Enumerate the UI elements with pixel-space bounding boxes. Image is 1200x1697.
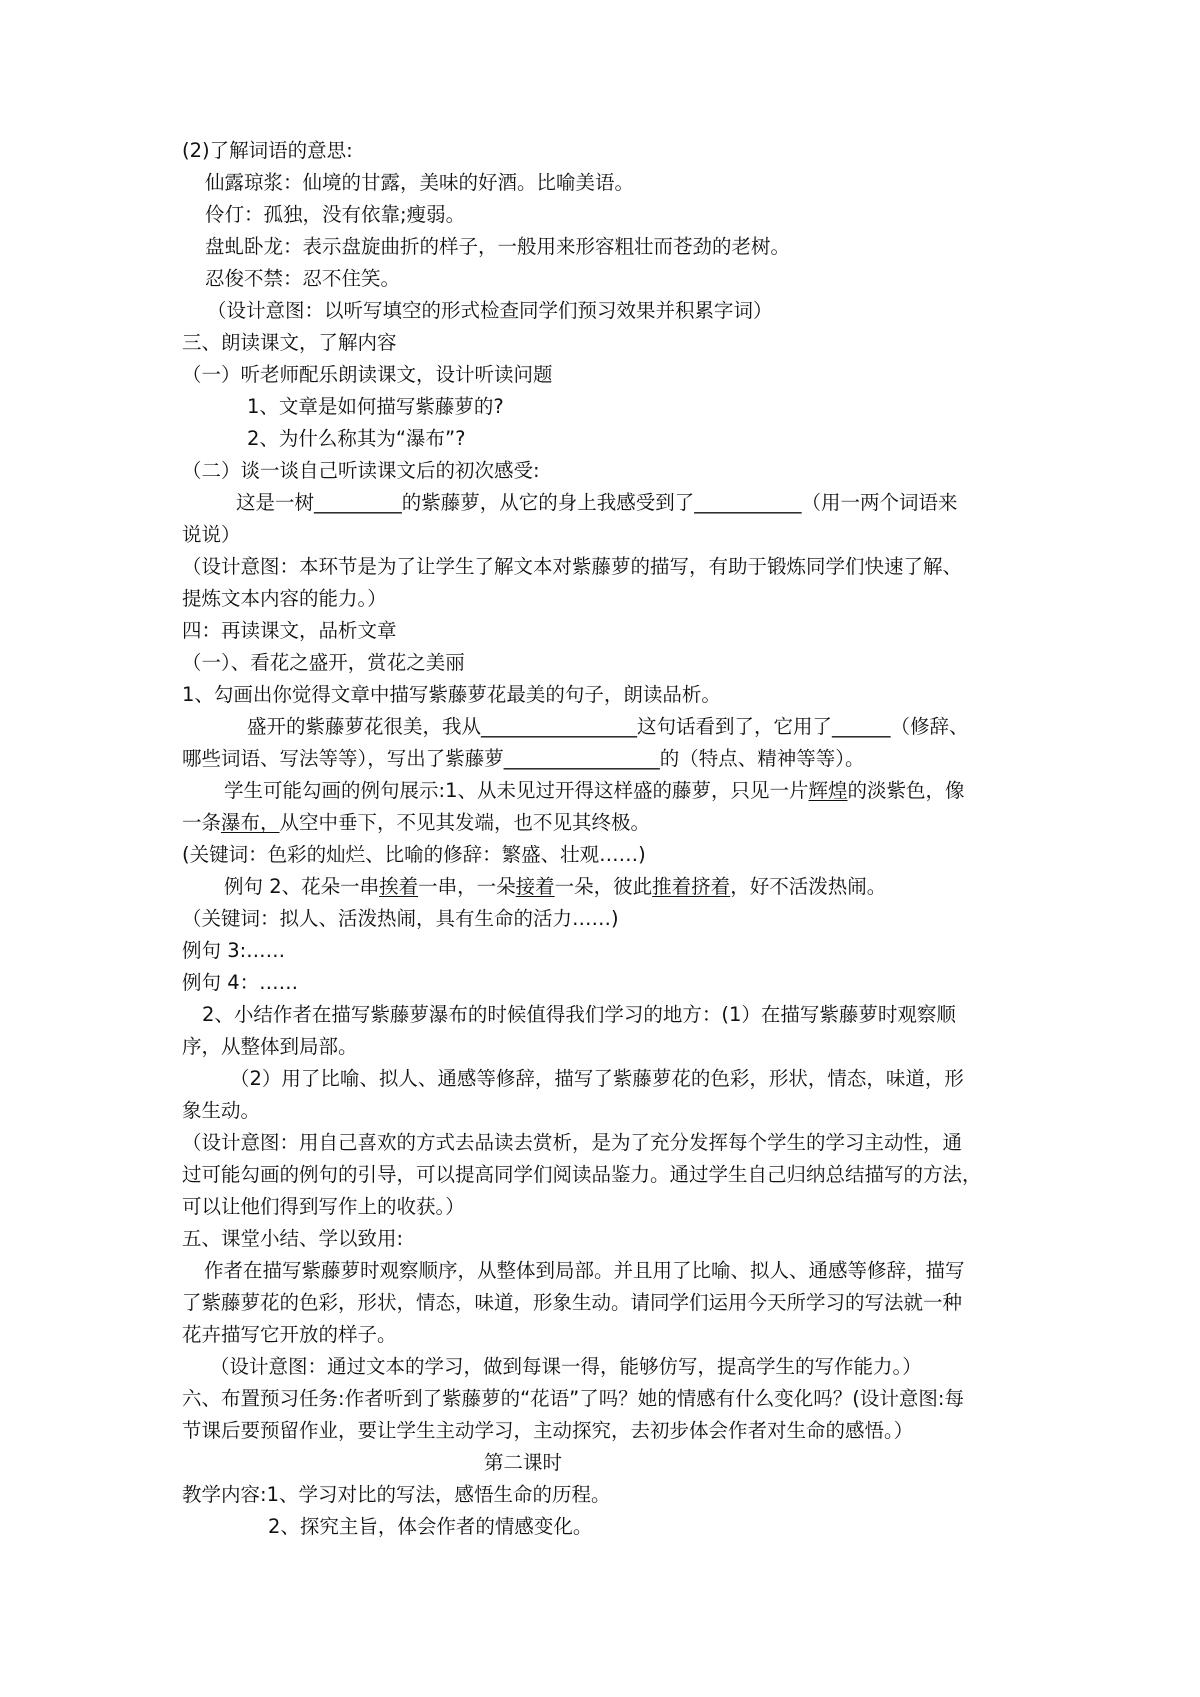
text-span: ，好不活泼热闹。 [730, 875, 887, 898]
section-heading: 五、课堂小结、学以致用: [182, 1227, 404, 1250]
doc-line: 节课后要预留作业，要让学生主动学习，主动探究，去初步体会作者对生命的感悟。） [182, 1419, 914, 1442]
doc-line: （一）、看花之盛开，赏花之美丽 [182, 651, 465, 674]
doc-line: 教学内容:1、学习对比的写法，感悟生命的历程。 [182, 1483, 611, 1506]
underlined-text: 挨着 [379, 875, 419, 898]
doc-line: （二）谈一谈自己听读课文后的初次感受: [182, 459, 540, 482]
doc-line: （设计意图：用自己喜欢的方式去品读去赏析，是为了充分发挥每个学生的学习主动性，通 [182, 1131, 963, 1154]
doc-line: （设计意图：以听写填空的形式检查同学们预习效果并积累字词） [207, 299, 773, 322]
lesson-title: 第二课时 [484, 1451, 563, 1474]
text-span: 从空中垂下，不见其发端，也不见其终极。 [279, 811, 651, 834]
doc-line [224, 870, 886, 904]
doc-line: 过可能勾画的例句的引导，可以提高同学们阅读品鉴力。通过学生自己归纳总结描写的方法， [182, 1163, 982, 1186]
doc-line: 了紫藤萝花的色彩，形状，情态，味道，形象生动。请同学们运用今天所学习的写法就一种 [182, 1291, 963, 1314]
doc-line: 盘虬卧龙：表示盘旋曲折的样子，一般用来形容粗壮而苍劲的老树。 [205, 235, 791, 258]
doc-line: （一）听老师配乐朗读课文，设计听读问题 [182, 363, 553, 386]
underlined-text: 辉煌 [808, 779, 848, 802]
doc-line: 2、小结作者在描写紫藤萝瀑布的时候值得我们学习的地方：(1）在描写紫藤萝时观察顺 [202, 1003, 956, 1026]
doc-line: 2、为什么称其为“瀑布”? [247, 427, 466, 450]
text-span: 例句 2、花朵一串 [224, 875, 380, 898]
doc-line: 仙露琼浆：仙境的甘露，美味的好酒。比喻美语。 [205, 171, 635, 194]
doc-line: （设计意图：本环节是为了让学生了解文本对紫藤萝的描写，有助于锻炼同学们快速了解、 [182, 555, 963, 578]
doc-line: 2、探究主旨，体会作者的情感变化。 [268, 1515, 593, 1538]
doc-line: 花卉描写它开放的样子。 [182, 1323, 397, 1346]
doc-line: 伶仃：孤独，没有依靠;瘦弱。 [205, 203, 466, 226]
section-heading: 四：再读课文，品析文章 [182, 619, 397, 642]
section-heading: 六、布置预习任务:作者听到了紫藤萝的“花语”了吗？她的情感有什么变化吗？(设计意图:每 [182, 1387, 964, 1410]
doc-line: 象生动。 [182, 1099, 261, 1122]
doc-line [182, 806, 650, 840]
doc-line: (关键词：色彩的灿烂、比喻的修辞：繁盛、壮观……) [182, 843, 646, 866]
underlined-text: 瀑布， [221, 811, 280, 834]
text-span: 的淡紫色，像 [847, 779, 965, 802]
doc-line: 忍俊不禁：忍不住笑。 [205, 267, 401, 290]
doc-line: (2)了解词语的意思: [182, 139, 353, 162]
doc-line: 序，从整体到局部。 [182, 1035, 358, 1058]
doc-line: 例句 3:…… [182, 939, 286, 962]
text-span: 一朵，彼此 [554, 875, 653, 898]
underlined-text: 推着挤着 [652, 875, 731, 898]
doc-line: 盛开的紫藤萝花很美，我从________________这句话看到了，它用了______（修辞、 [247, 715, 969, 738]
text-span: 一条 [182, 811, 222, 834]
doc-line: （关键词：拟人、活泼热闹，具有生命的活力……) [182, 907, 619, 930]
doc-line: 例句 4：…… [182, 971, 299, 994]
doc-line: 作者在描写紫藤萝时观察顺序，从整体到局部。并且用了比喻、拟人、通感等修辞，描写 [204, 1259, 965, 1282]
doc-line: （设计意图：通过文本的学习，做到每课一得，能够仿写，提高学生的写作能力。） [210, 1355, 922, 1378]
doc-line: 1、文章是如何描写紫藤萝的? [247, 395, 504, 418]
doc-line: 提炼文本内容的能力。） [182, 587, 387, 610]
text-span: 一串，一朵 [418, 875, 516, 898]
section-heading: 三、朗读课文，了解内容 [182, 331, 397, 354]
doc-line: 这是一树_________的紫藤萝，从它的身上我感受到了___________（用一两个词语来 [236, 491, 958, 514]
doc-line: 1、勾画出你觉得文章中描写紫藤萝花最美的句子，朗读品析。 [182, 683, 721, 706]
doc-line: 可以让他们得到写作上的收获。） [182, 1195, 465, 1218]
doc-line: 说说） [182, 523, 241, 546]
text-span: 学生可能勾画的例句展示:1、从未见过开得这样盛的藤萝，只见一片 [224, 779, 809, 802]
doc-line: （2）用了比喻、拟人、通感等修辞，描写了紫藤萝花的色彩，形状，情态，味道，形 [230, 1067, 964, 1090]
doc-line [224, 774, 965, 808]
underlined-text: 接着 [515, 875, 555, 898]
doc-line: 哪些词语、写法等等），写出了紫藤萝________________的（特点、精神等等）。 [182, 747, 865, 770]
